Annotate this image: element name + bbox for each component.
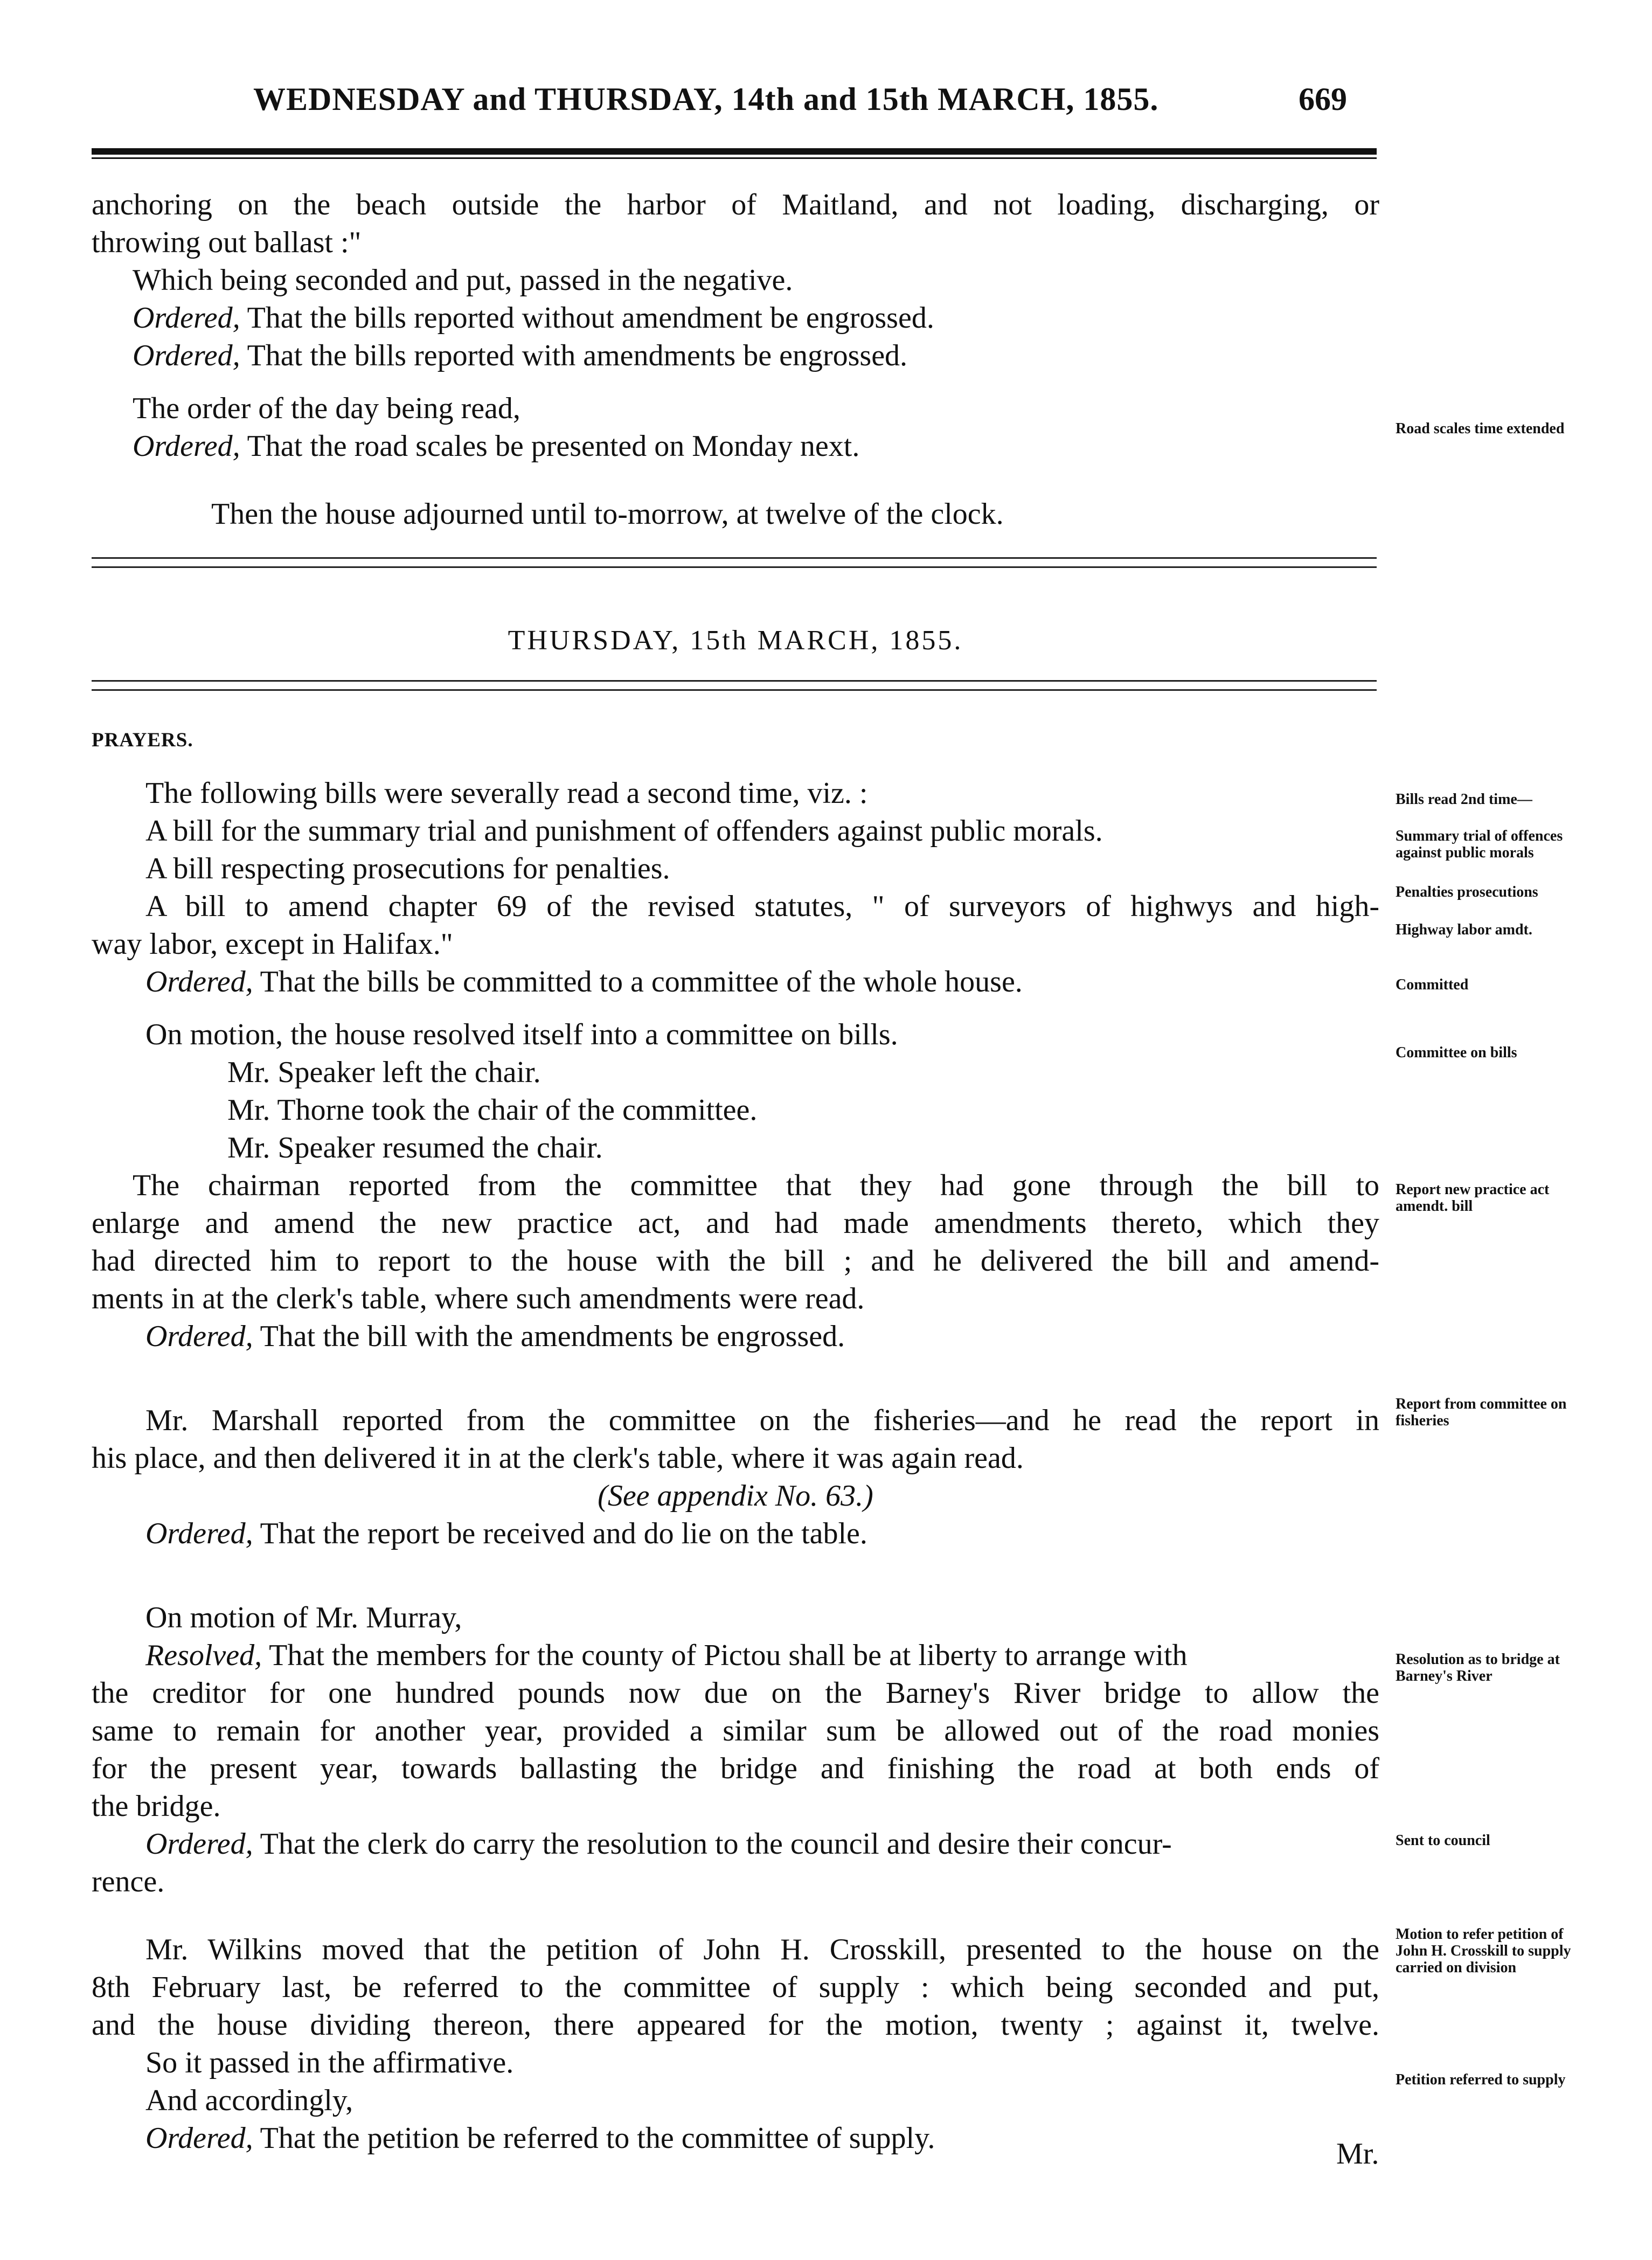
body-line: way labor, except in Halifax." [92, 927, 453, 961]
body-line: his place, and then delivered it in at the clerk's table, where it was again read. [92, 1441, 1024, 1475]
page-header [92, 81, 1385, 129]
body-line: the creditor for one hundred pounds now due on the Barney's River bridge to allow the [92, 1676, 1379, 1710]
ordered-label: Ordered, [145, 1827, 253, 1861]
body-line: anchoring on the beach outside the harbor of Maitland, and not loading, discharging, or [92, 188, 1379, 221]
ordered-line [92, 963, 1379, 1001]
margin-note: Committee on bills [1396, 1044, 1517, 1061]
body-line: Mr. Speaker left the chair. [227, 1056, 541, 1089]
body-line: Which being seconded and put, passed in the negative. [133, 264, 793, 297]
body-line: Mr. Marshall reported from the committee on the fisheries—and he read the report in [145, 1404, 1379, 1437]
body-line: enlarge and amend the new practice act, and had made amendments thereto, which they [92, 1207, 1379, 1240]
body-line: rence. [92, 1865, 165, 1898]
body-line: and the house dividing thereon, there appeared for the motion, twenty ; against it, twelve. [92, 2008, 1379, 2042]
body-line: for the present year, towards ballasting the bridge and finishing the road at both ends of [92, 1752, 1379, 1785]
ordered-line [92, 427, 1379, 465]
ordered-line [92, 1318, 1379, 1355]
body-line: On motion of Mr. Murray, [145, 1601, 462, 1634]
body-line: The following bills were severally read a second time, viz. : [145, 777, 868, 810]
margin-note: Summary trial of offences against public morals [1396, 828, 1563, 861]
body-line: And accordingly, [145, 2084, 353, 2117]
adjournment-line: Then the house adjourned until to-morrow, at twelve of the clock. [211, 497, 1004, 531]
body-line: had directed him to report to the house with the bill ; and he delivered the bill and amend- [92, 1244, 1379, 1278]
margin-note: Motion to refer petition of John H. Crosskill to supply carried on division [1396, 1926, 1571, 1976]
margin-note: Sent to council [1396, 1832, 1490, 1849]
body-line: A bill for the summary trial and punishment of offenders against public morals. [145, 814, 1103, 848]
ordered-text: That the bills be committed to a committee of the whole house. [260, 965, 1023, 999]
resolved-line [92, 1637, 1379, 1674]
ordered-line [92, 2119, 1379, 2157]
margin-note: Bills read 2nd time— [1396, 791, 1532, 808]
body-line: ments in at the clerk's table, where such amendments were read. [92, 1282, 865, 1315]
ordered-text: That the bills reported with amendments be engrossed. [247, 339, 908, 372]
body-line: The order of the day being read, [133, 392, 520, 425]
ordered-text: That the bills reported without amendment be engrossed. [247, 301, 934, 335]
body-line: the bridge. [92, 1790, 221, 1823]
running-head: WEDNESDAY and THURSDAY, 14th and 15th MARCH, 1855. [253, 81, 1159, 117]
section-divider [92, 557, 1377, 568]
body-line: same to remain for another year, provided a similar sum be allowed out of the road monies [92, 1714, 1379, 1748]
body-line: On motion, the house resolved itself into a committee on bills. [145, 1018, 898, 1051]
margin-note: Road scales time extended [1396, 420, 1565, 437]
margin-note: Resolution as to bridge at Barney's River [1396, 1651, 1560, 1684]
ordered-text: That the clerk do carry the resolution to the council and desire their concur- [260, 1827, 1172, 1861]
body-line: The chairman reported from the committee that they had gone through the bill to [133, 1169, 1379, 1202]
ordered-text: That the report be received and do lie on the table. [260, 1517, 867, 1550]
resolved-label: Resolved, [145, 1639, 262, 1672]
body-line: 8th February last, be referred to the committee of supply : which being seconded and put, [92, 1971, 1379, 2004]
ordered-line [92, 1515, 1379, 1552]
section-divider [92, 680, 1377, 691]
body-line: Mr. Thorne took the chair of the committee. [227, 1093, 758, 1127]
body-line: Mr. Wilkins moved that the petition of John H. Crosskill, presented to the house on the [145, 1933, 1379, 1966]
ordered-text: That the bill with the amendments be engrossed. [260, 1320, 845, 1353]
ordered-label: Ordered, [145, 965, 253, 999]
page-number: 669 [1299, 81, 1347, 117]
body-line: A bill to amend chapter 69 of the revised statutes, " of surveyors of highwys and high- [145, 890, 1379, 923]
margin-note: Highway labor amdt. [1396, 921, 1532, 938]
ordered-line [92, 1825, 1379, 1863]
header-rule [92, 148, 1377, 155]
ordered-label: Ordered, [133, 339, 240, 372]
ordered-line [92, 299, 1379, 337]
header-rule-underline [92, 157, 1377, 159]
ordered-line [92, 337, 1379, 375]
date-heading: THURSDAY, 15th MARCH, 1855. [508, 625, 963, 656]
margin-note: Penalties prosecutions [1396, 884, 1538, 900]
margin-note: Petition referred to supply [1396, 2071, 1566, 2088]
catchword: Mr. [1336, 2137, 1379, 2171]
body-line: A bill respecting prosecutions for penalties. [145, 852, 670, 885]
margin-note: Report from committee on fisheries [1396, 1396, 1567, 1429]
ordered-label: Ordered, [145, 1517, 253, 1550]
ordered-text: That the road scales be presented on Monday next. [247, 429, 860, 463]
resolved-text: That the members for the county of Pictou shall be at liberty to arrange with [269, 1639, 1188, 1672]
appendix-reference: (See appendix No. 63.) [598, 1479, 873, 1513]
ordered-label: Ordered, [133, 429, 240, 463]
ordered-label: Ordered, [133, 301, 240, 335]
body-line: throwing out ballast :" [92, 226, 362, 259]
ordered-label: Ordered, [145, 2122, 253, 2155]
body-line: Mr. Speaker resumed the chair. [227, 1131, 603, 1164]
prayers-heading: PRAYERS. [92, 729, 193, 751]
ordered-label: Ordered, [145, 1320, 253, 1353]
margin-note: Report new practice act amendt. bill [1396, 1181, 1550, 1215]
body-line: So it passed in the affirmative. [145, 2046, 514, 2079]
journal-body [92, 186, 1379, 2157]
ordered-text: That the petition be referred to the committee of supply. [260, 2122, 935, 2155]
margin-note: Committed [1396, 976, 1469, 993]
